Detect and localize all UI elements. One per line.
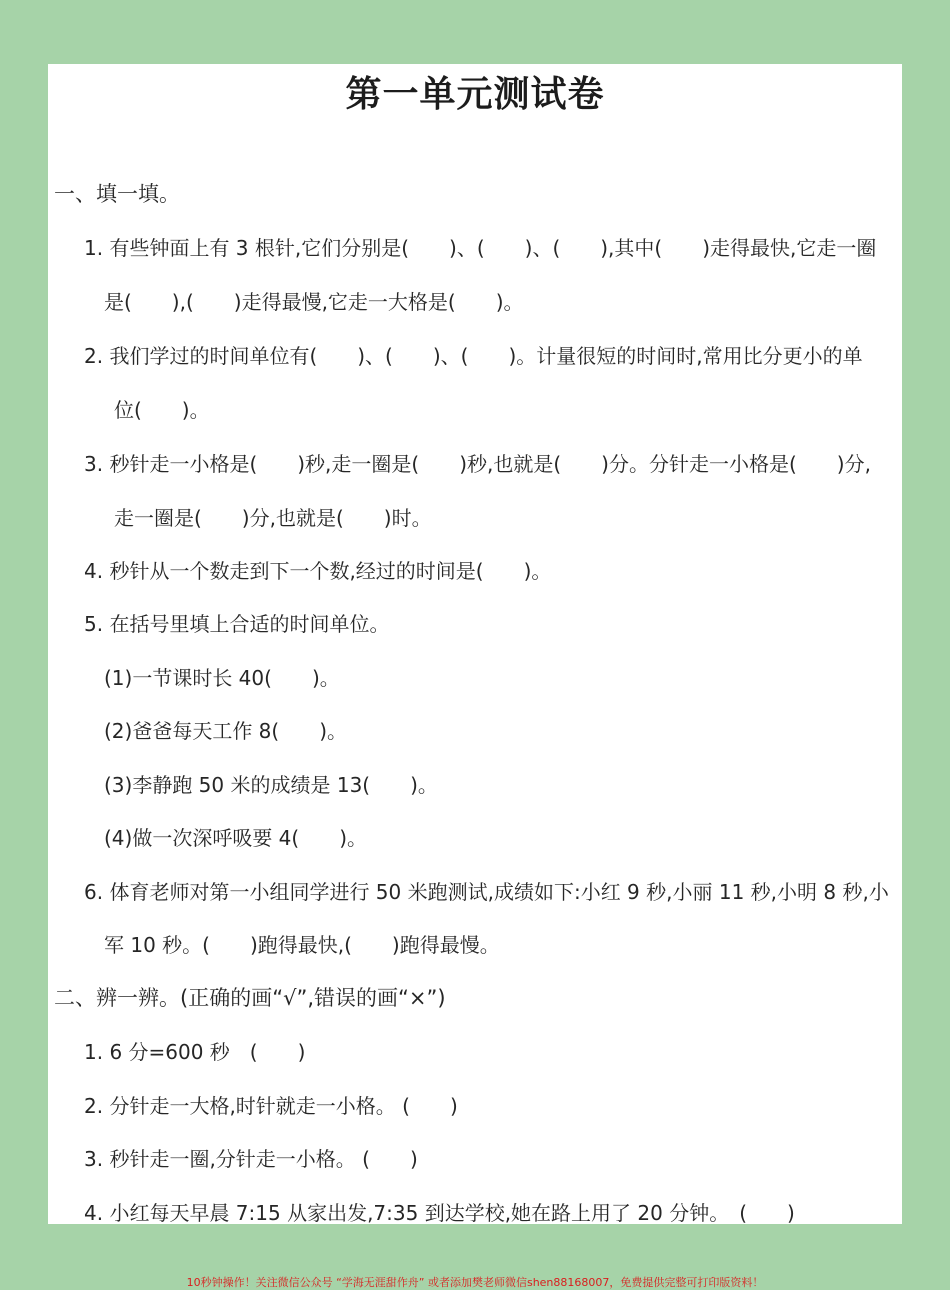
question-2-line2: 位( )。 xyxy=(114,398,210,422)
judge-item-2: 2. 分针走一大格,时针就走一小格。 ( ) xyxy=(84,1094,458,1118)
judge-item-4: 4. 小红每天早晨 7:15 从家出发,7:35 到达学校,她在路上用了 20 分钟。 ( ) xyxy=(84,1201,795,1224)
question-5-item: (2)爸爸每天工作 8( )。 xyxy=(104,719,348,743)
section1-heading: 一、填一填。 xyxy=(54,182,180,206)
question-4: 4. 秒针从一个数走到下一个数,经过的时间是( )。 xyxy=(84,559,552,583)
question-1-line1: 1. 有些钟面上有 3 根针,它们分别是( )、( )、( ),其中( )走得最快,它走一圈 xyxy=(84,236,877,260)
question-5-item: (3)李静跑 50 米的成绩是 13( )。 xyxy=(104,773,438,797)
question-6-line1: 6. 体育老师对第一小组同学进行 50 米跑测试,成绩如下:小红 9 秒,小丽 11 秒,小明 8 秒,小 xyxy=(84,880,889,904)
judge-item-3: 3. 秒针走一圈,分针走一小格。 ( ) xyxy=(84,1147,418,1171)
question-5: 5. 在括号里填上合适的时间单位。 xyxy=(84,612,390,636)
question-2-line1: 2. 我们学过的时间单位有( )、( )、( )。计量很短的时间时,常用比分更小的单 xyxy=(84,344,863,368)
question-3-line1: 3. 秒针走一小格是( )秒,走一圈是( )秒,也就是( )分。分针走一小格是( )分, xyxy=(84,452,871,476)
page-title: 第一单元测试卷 xyxy=(345,74,605,115)
question-6-line2: 军 10 秒。( )跑得最快,( )跑得最慢。 xyxy=(104,933,500,957)
question-5-item: (1)一节课时长 40( )。 xyxy=(104,666,340,690)
judge-item-1: 1. 6 分=600 秒 ( ) xyxy=(84,1040,306,1064)
question-1-line2: 是( ),( )走得最慢,它走一大格是( )。 xyxy=(104,290,524,314)
footer-notice: 10秒钟操作！关注微信公众号 “学海无涯甜作舟” 或者添加樊老师微信shen88168007，免费提供完整可打印版资料！ xyxy=(186,1276,764,1289)
exam-paper xyxy=(48,64,902,1224)
question-5-item: (4)做一次深呼吸要 4( )。 xyxy=(104,826,368,850)
section2-heading: 二、辨一辨。(正确的画“√”,错误的画“×”) xyxy=(54,986,446,1010)
question-3-line2: 走一圈是( )分,也就是( )时。 xyxy=(114,506,432,530)
